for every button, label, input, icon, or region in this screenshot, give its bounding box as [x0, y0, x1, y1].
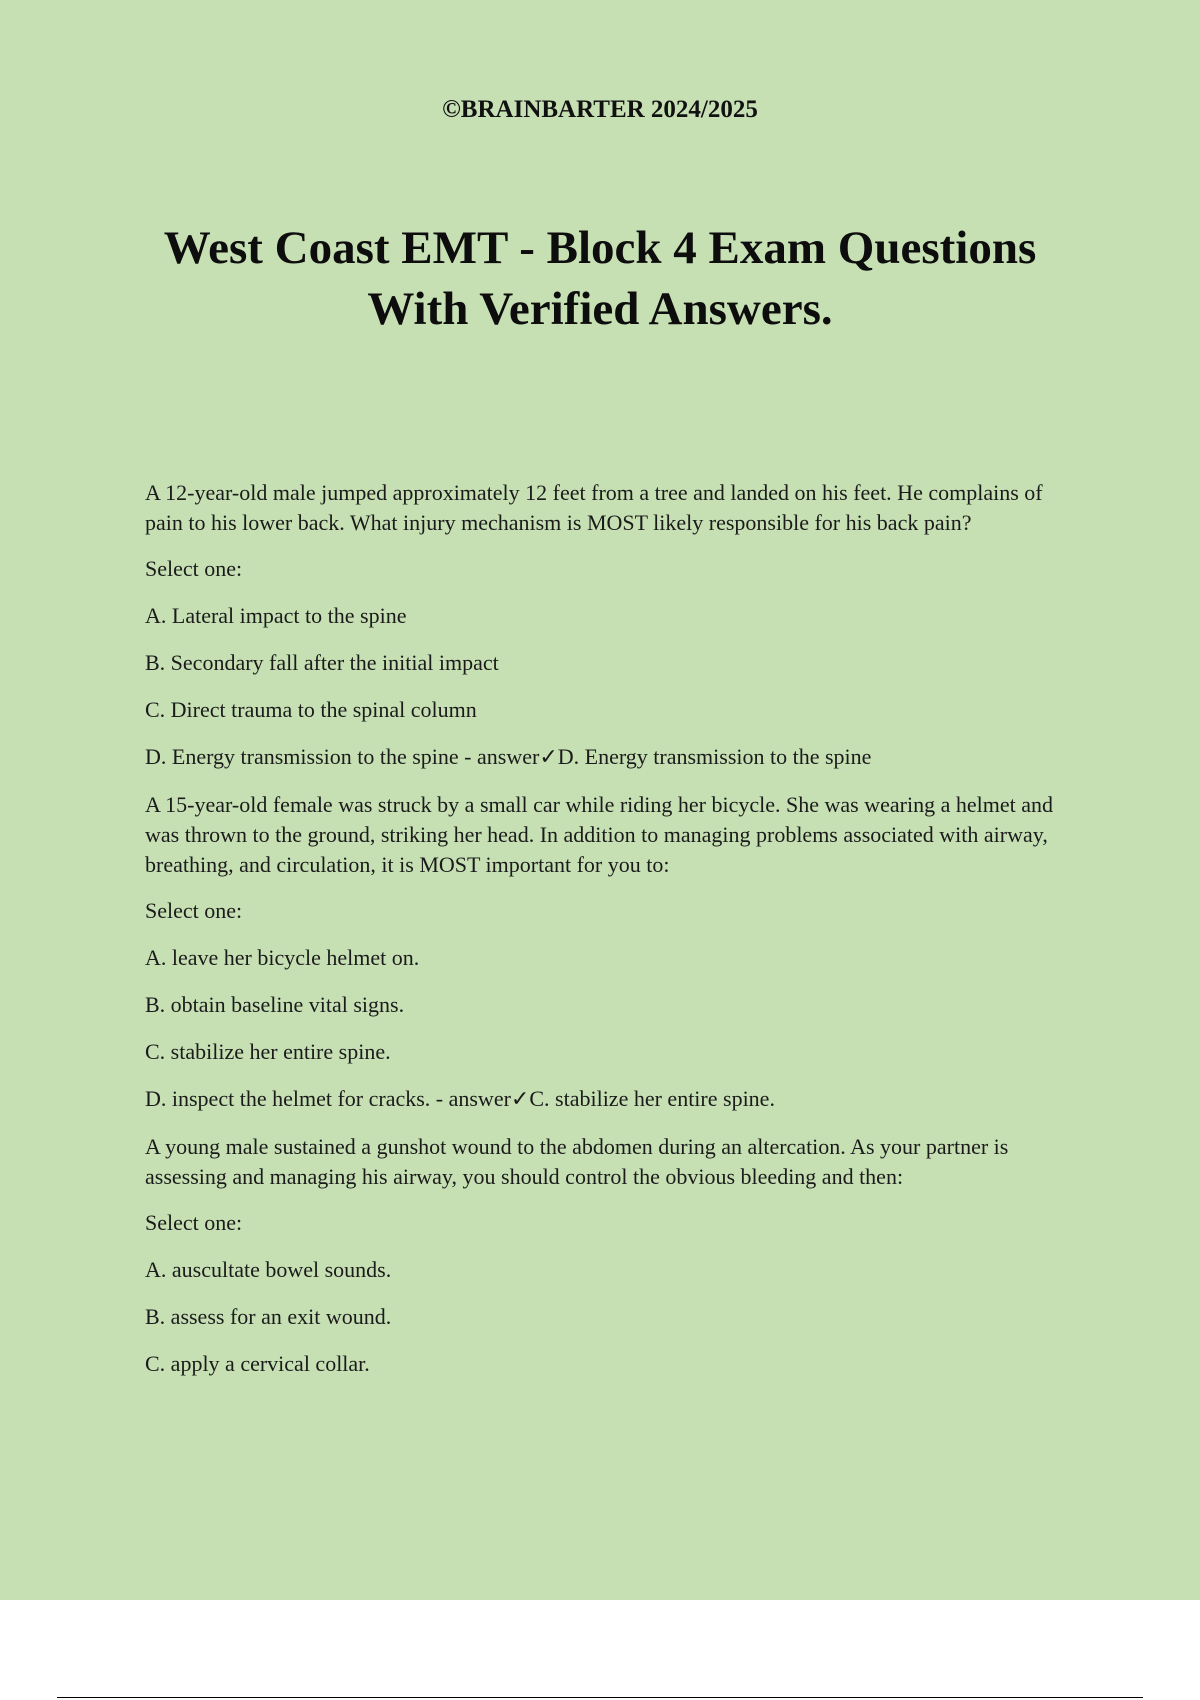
option-d-with-answer: [145, 1084, 1080, 1115]
verified-answer: D. Energy transmission to the spine: [557, 744, 872, 769]
option-b: B. Secondary fall after the initial impact: [145, 650, 499, 675]
question-list: [145, 478, 1080, 1396]
document-title: [100, 218, 1100, 340]
option-b: B. assess for an exit wound.: [145, 1304, 392, 1329]
option-c: C. apply a cervical collar.: [145, 1351, 370, 1376]
option-b: B. obtain baseline vital signs.: [145, 992, 405, 1017]
option-a: A. leave her bicycle helmet on.: [145, 945, 420, 970]
option-d: D. inspect the helmet for cracks. - answer: [145, 1086, 511, 1111]
option-a: A. auscultate bowel sounds.: [145, 1257, 392, 1282]
option-d: D. Energy transmission to the spine - answer: [145, 744, 540, 769]
option-d-with-answer: [145, 742, 1080, 773]
option-a: A. Lateral impact to the spine: [145, 603, 407, 628]
question-text: A 15-year-old female was struck by a small car while riding her bicycle. She was wearing a helmet and was thrown to the ground, striking her head. In addition to managing problems associated with airway, breathing, and circulation, it is MOST important for you to:: [145, 792, 1053, 877]
question-text: A 12-year-old male jumped approximately 12 feet from a tree and landed on his feet. He complains of pain to his lower back. What injury mechanism is MOST likely responsible for his back pain?: [145, 480, 1043, 535]
checkmark-icon: ✓: [510, 1087, 530, 1112]
option-c: C. Direct trauma to the spinal column: [145, 697, 477, 722]
title-line-2: With Verified Answers.: [367, 283, 833, 335]
title-line-1: West Coast EMT - Block 4 Exam Questions: [163, 222, 1037, 274]
option-c: C. stabilize her entire spine.: [145, 1039, 391, 1064]
question-block-2: [145, 790, 1080, 1115]
question-block-1: [145, 478, 1080, 773]
copyright-header: ©BRAINBARTER 2024/2025: [442, 96, 758, 123]
footer-divider: [57, 1697, 1143, 1698]
question-text: A young male sustained a gunshot wound to the abdomen during an altercation. As your partner is assessing and managing his airway, you should control the obvious bleeding and then:: [145, 1134, 1009, 1189]
select-one-label: Select one:: [145, 898, 243, 923]
select-one-label: Select one:: [145, 1210, 243, 1235]
question-block-3: [145, 1132, 1080, 1379]
verified-answer: C. stabilize her entire spine.: [529, 1086, 775, 1111]
checkmark-icon: ✓: [539, 745, 558, 770]
select-one-label: Select one:: [145, 556, 243, 581]
